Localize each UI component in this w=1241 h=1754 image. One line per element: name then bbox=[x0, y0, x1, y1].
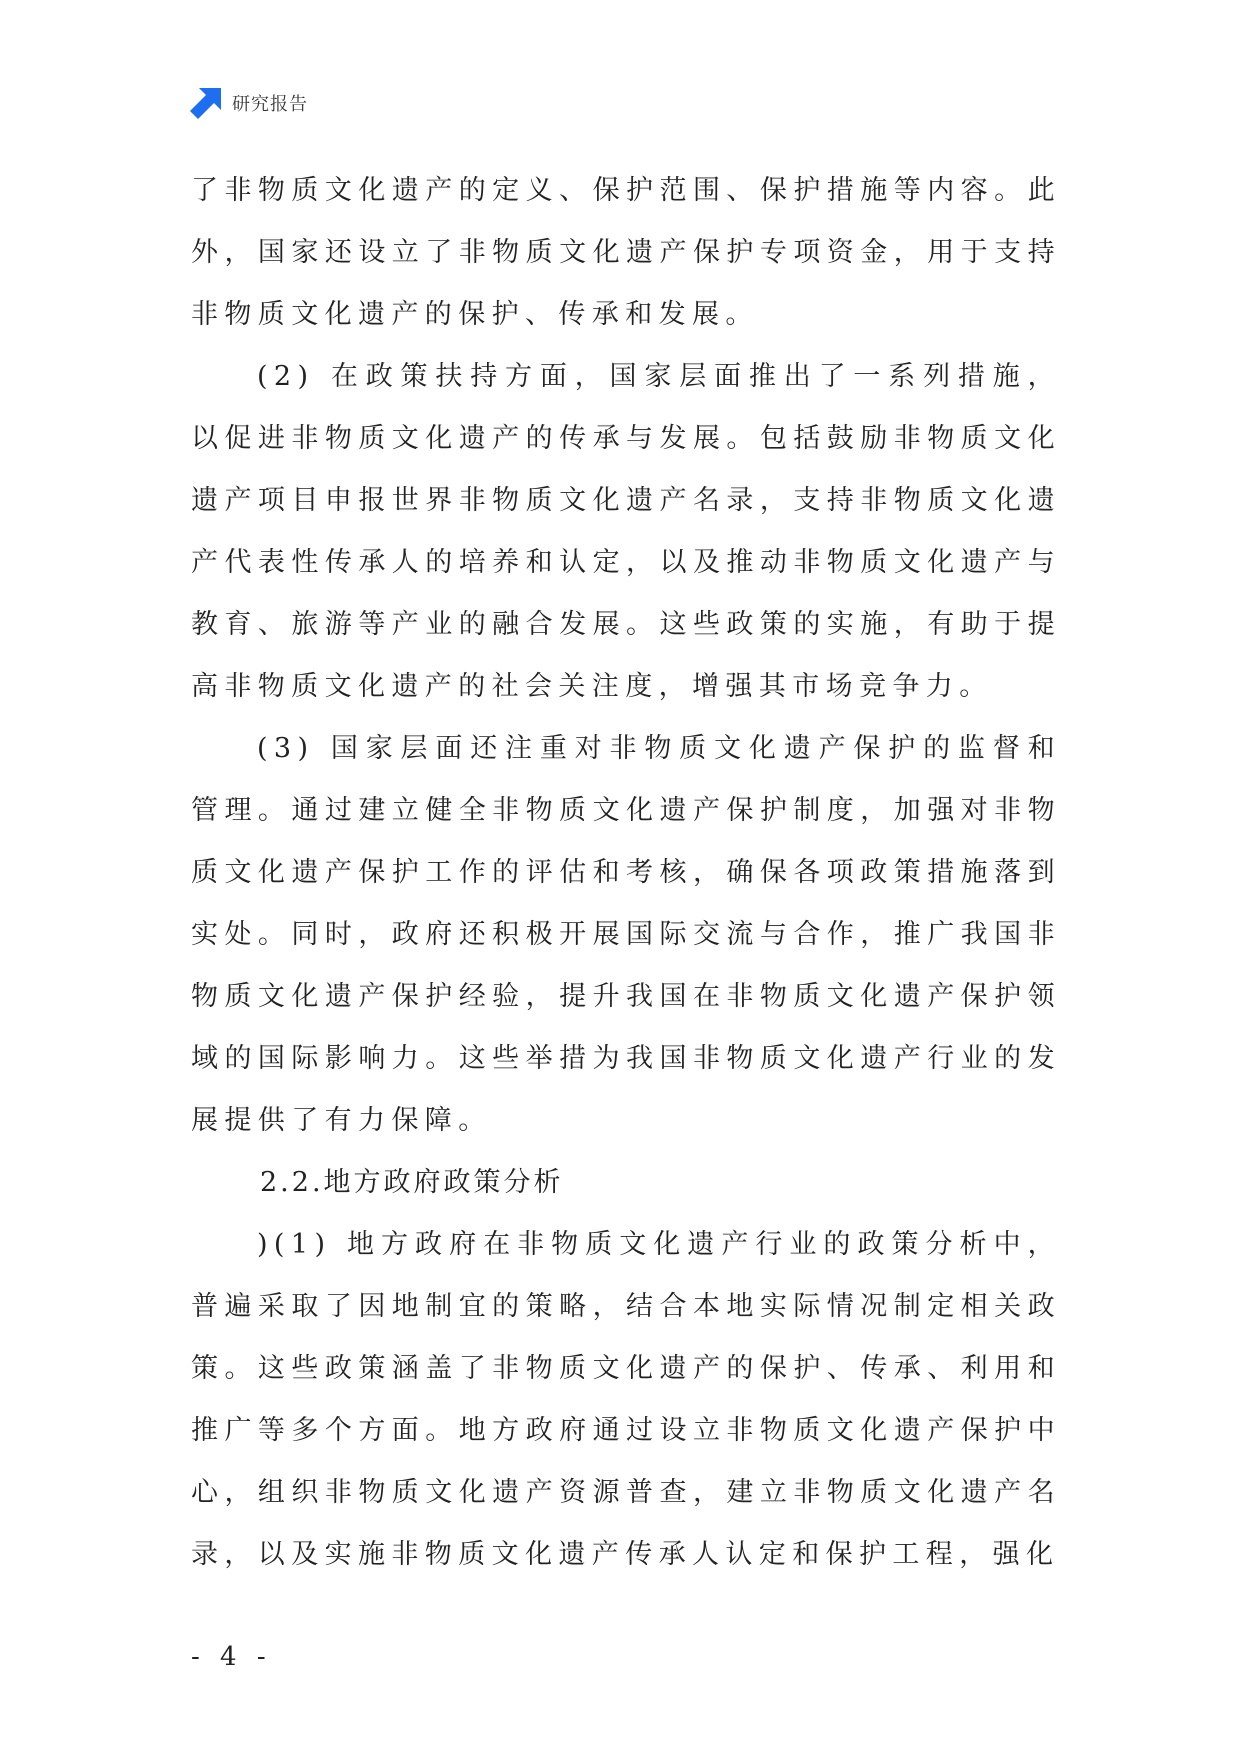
body-paragraph: )(1) 地方政府在非物质文化遗产行业的政策分析中，普遍采取了因地制宜的策略，结合本地实际情况制定相关政策。这些政策涵盖了非物质文化遗产的保护、传承、利用和推广等多个方面。地方政府通过设立非物质文化遗产保护中心，组织非物质文化遗产资源普查，建立非物质文化遗产名录，以及实施非物质文化遗产传承人认定和保护工程，强化 bbox=[191, 1229, 1061, 1570]
arrow-up-right-icon bbox=[190, 87, 222, 119]
page-header bbox=[190, 86, 308, 120]
body-paragraph: 了非物质文化遗产的定义、保护范围、保护措施等内容。此外，国家还设立了非物质文化遗产保护专项资金，用于支持非物质文化遗产的保护、传承和发展。 bbox=[191, 175, 1061, 330]
page-number: - 4 - bbox=[191, 1642, 272, 1672]
body-paragraph: (3) 国家层面还注重对非物质文化遗产保护的监督和管理。通过建立健全非物质文化遗产保护制度，加强对非物质文化遗产保护工作的评估和考核，确保各项政策措施落到实处。同时，政府还积极开展国际交流与合作，推广我国非物质文化遗产保护经验，提升我国在非物质文化遗产保护领域的国际影响力。这些举措为我国非物质文化遗产行业的发展提供了有力保障。 bbox=[191, 733, 1061, 1136]
section-heading: 2.2.地方政府政策分析 bbox=[260, 1167, 564, 1198]
body-paragraph: (2) 在政策扶持方面，国家层面推出了一系列措施，以促进非物质文化遗产的传承与发展。包括鼓励非物质文化遗产项目申报世界非物质文化遗产名录，支持非物质文化遗产代表性传承人的培养和认定，以及推动非物质文化遗产与教育、旅游等产业的融合发展。这些政策的实施，有助于提高非物质文化遗产的社会关注度，增强其市场竞争力。 bbox=[191, 361, 1061, 702]
report-label: 研究报告 bbox=[232, 94, 308, 115]
document-body bbox=[191, 160, 1061, 1586]
